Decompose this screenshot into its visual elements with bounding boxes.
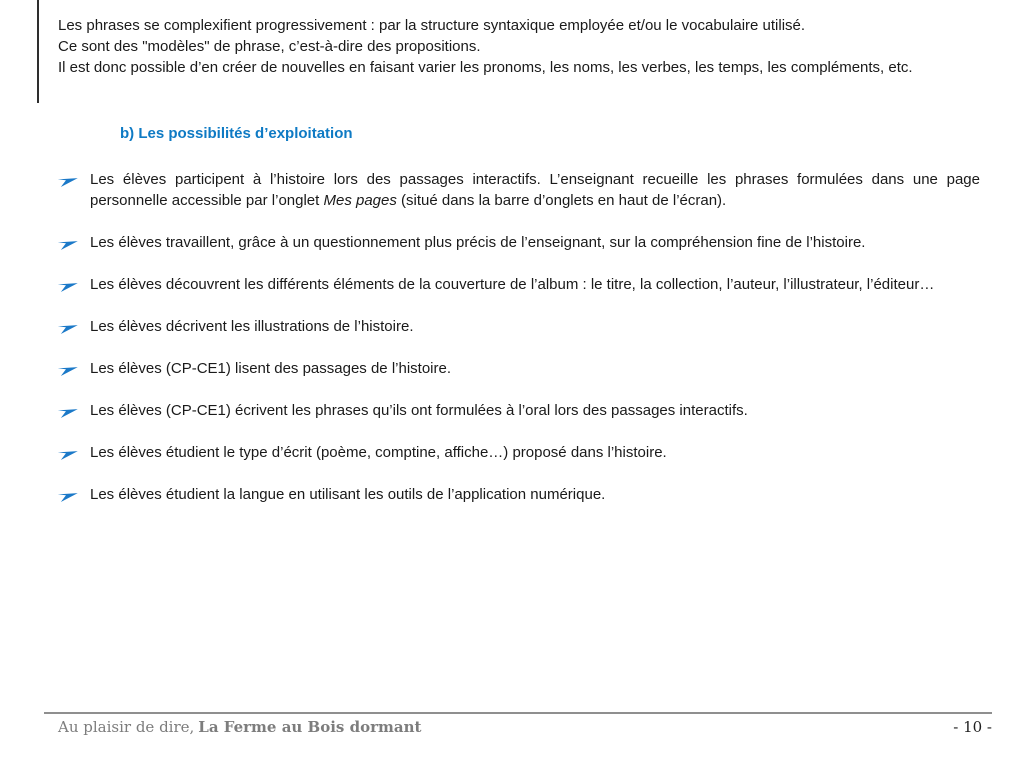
- page-content: [58, 15, 980, 526]
- list-item: [58, 169, 980, 211]
- bullet-text: [90, 169, 980, 211]
- list-item: [58, 484, 980, 505]
- dart-arrow-icon: [58, 169, 90, 211]
- bullet-text: Les élèves décrivent les illustrations de l’histoire.: [90, 318, 414, 335]
- left-frame-rule: [37, 0, 39, 103]
- bullet-text: Les élèves travaillent, grâce à un questionnement plus précis de l’enseignant, sur la compréhension fine de l’histoire.: [90, 234, 866, 251]
- page-footer: [44, 712, 992, 736]
- page-number: - 10 -: [953, 718, 992, 736]
- bullet-text: Les élèves (CP-CE1) écrivent les phrases qu’ils ont formulées à l’oral lors des passages interactifs.: [90, 402, 748, 419]
- dart-arrow-icon: [58, 274, 90, 295]
- list-item: [58, 232, 980, 253]
- list-item: [58, 442, 980, 463]
- footer-book-reference: [44, 718, 421, 736]
- bullet-text-segment: Les élèves participent à l’histoire lors des passages interactifs. L’enseignant recueille les phrases formulées dans une page personnelle accessible par l’onglet: [90, 171, 980, 209]
- dart-arrow-icon: [58, 316, 90, 337]
- intro-block: [58, 15, 980, 78]
- dart-arrow-icon: [58, 484, 90, 505]
- intro-paragraph-3: Il est donc possible d’en créer de nouvelles en faisant varier les pronoms, les noms, les verbes, les temps, les compléments, etc.: [58, 59, 913, 76]
- intro-paragraph-2: Ce sont des "modèles" de phrase, c’est-à-dire des propositions.: [58, 38, 481, 55]
- bullet-text: Les élèves découvrent les différents éléments de la couverture de l’album : le titre, la collection, l’auteur, l’illustrateur, l’éditeur…: [90, 276, 935, 293]
- bullet-text: Les élèves (CP-CE1) lisent des passages de l’histoire.: [90, 360, 452, 377]
- dart-arrow-icon: [58, 400, 90, 421]
- bullet-text: Les élèves étudient le type d’écrit (poème, comptine, affiche…) proposé dans l’histoire.: [90, 444, 667, 461]
- bullet-text-segment: (situé dans la barre d’onglets en haut de l’écran).: [396, 192, 727, 209]
- dart-arrow-icon: [58, 442, 90, 463]
- bullet-text: Les élèves étudient la langue en utilisant les outils de l’application numérique.: [90, 486, 606, 503]
- list-item: [58, 400, 980, 421]
- list-item: [58, 316, 980, 337]
- footer-book-title: La Ferme au Bois dormant: [198, 718, 422, 736]
- list-item: [58, 274, 980, 295]
- bullet-list: [58, 169, 980, 505]
- dart-arrow-icon: [58, 232, 90, 253]
- dart-arrow-icon: [58, 358, 90, 379]
- section-heading: b) Les possibilités d’exploitation: [120, 125, 353, 142]
- bullet-text-italic: Mes pages: [323, 192, 397, 209]
- list-item: [58, 358, 980, 379]
- intro-paragraph-1: Les phrases se complexifient progressivement : par la structure syntaxique employée et/ou le vocabulaire utilisé.: [58, 17, 806, 34]
- footer-series-label: Au plaisir de dire,: [58, 718, 195, 736]
